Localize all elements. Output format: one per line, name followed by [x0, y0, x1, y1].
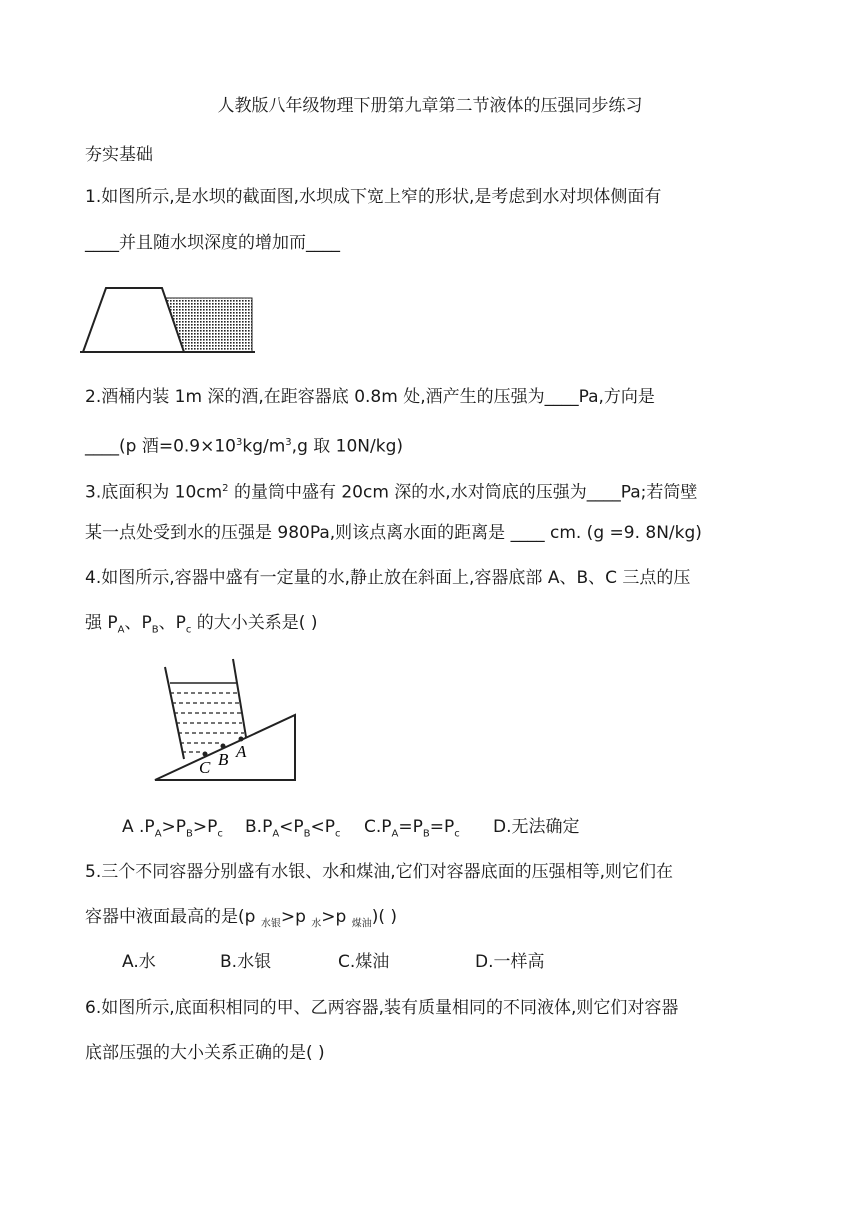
dam-cross-section-figure [80, 282, 255, 357]
container-right-wall [233, 659, 246, 737]
question-4-line-2: 强 $P_A$、$P_B$、$P_c$ 的大小关系是( ) [85, 613, 318, 636]
page-title: 人教版八年级物理下册第九章第二节液体的压强同步练习 [217, 96, 643, 116]
question-2-line-2: ____(p 酒$=0.9\times 10^3kg/m^3,g$ 取 10N/kg) [85, 436, 404, 457]
label-b: B [218, 750, 229, 769]
question-2-line-1: 2.酒桶内装 1m 深的酒,在距容器底 0.8m 处,酒产生的压强为____Pa,方向是 [85, 387, 655, 407]
q5-option-a: A.水 [122, 952, 156, 972]
point-b [221, 744, 226, 749]
q5-option-b: B.水银 [220, 952, 272, 972]
question-5-line-2: 容器中液面最高的是(p $_{水银}$>p $_水$>p $_{煤油}$)( ) [85, 907, 398, 930]
q4-option-c: $C.P_A=P_B=P_c$ [364, 817, 460, 840]
label-a: A [236, 742, 247, 761]
q4-option-d: D.无法确定 [493, 817, 580, 837]
container-on-incline-figure [150, 655, 305, 785]
point-a [239, 737, 244, 742]
q4-option-b: $B.P_A<P_B<P_c$ [245, 817, 341, 840]
question-6-line-1: 6.如图所示,底面积相同的甲、乙两容器,装有质量相同的不同液体,则它们对容器 [85, 998, 679, 1018]
label-c: C [199, 758, 211, 777]
question-1-line-1: 1.如图所示,是水坝的截面图,水坝成下宽上窄的形状,是考虑到水对坝体侧面有 [85, 187, 662, 207]
question-5-line-1: 5.三个不同容器分别盛有水银、水和煤油,它们对容器底面的压强相等,则它们在 [85, 862, 674, 882]
question-1-line-2: ____并且随水坝深度的增加而____ [85, 233, 340, 253]
point-c [203, 752, 208, 757]
q5-option-c: C.煤油 [338, 952, 390, 972]
question-3-line-2: 某一点处受到水的压强是 980Pa,则该点离水面的距离是 ____ cm. (g =9. 8N/kg) [85, 523, 702, 543]
q4-option-a: A $.P_A>P_B>P_c$ [122, 817, 223, 840]
q5-option-d: D.一样高 [475, 952, 545, 972]
question-3-line-1: 3.底面积为 $10cm^2$ 的量筒中盛有 20cm 深的水,水对筒底的压强为____Pa;若筒壁 [85, 482, 698, 503]
question-6-line-2: 底部压强的大小关系正确的是( ) [85, 1043, 325, 1063]
section-heading: 夯实基础 [85, 145, 153, 165]
question-4-line-1: 4.如图所示,容器中盛有一定量的水,静止放在斜面上,容器底部 A、B、C 三点的压 [85, 568, 691, 588]
